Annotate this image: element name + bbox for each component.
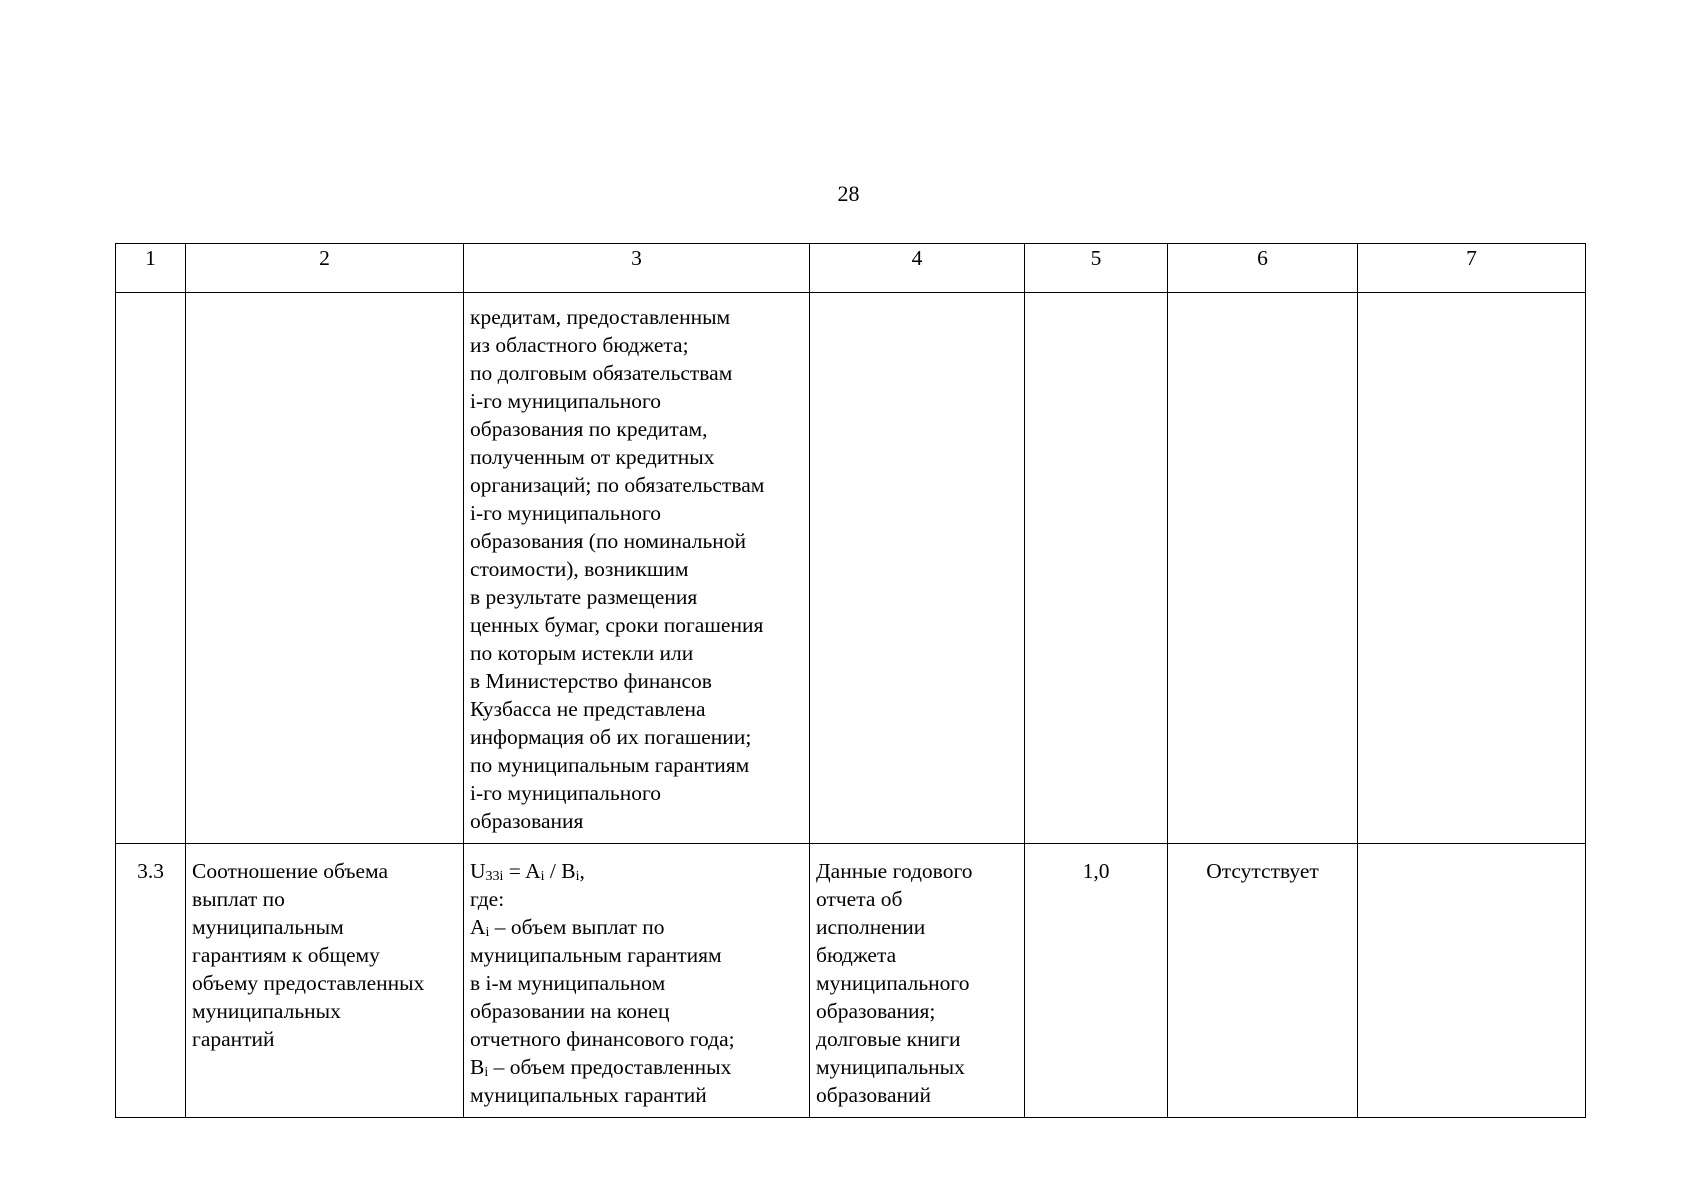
name-line: гарантий [192,1027,275,1051]
cont-line: i-го муниципального [470,781,661,805]
source-line: муниципальных [816,1055,965,1079]
cont-line: i-го муниципального [470,501,661,525]
header-cell-5: 5 [1025,244,1168,293]
formula: $U_{33i} = A_i / B_i$, [470,859,585,884]
formula-cell [464,844,810,1118]
cont-line: в Министерство финансов [470,669,712,693]
header-cell-3: 3 [464,244,810,293]
header-cell-2: 2 [186,244,464,293]
formula-line: где: [470,887,505,911]
name-line: объему предоставленных [192,971,425,995]
header-cell-1: 1 [116,244,186,293]
cont-line: i-го муниципального [470,389,661,413]
cont-line: образования [470,809,584,833]
source-line: исполнении [816,915,926,939]
status-value: Отсутствует [1168,844,1358,1118]
source-line: отчета об [816,887,903,911]
cont-line: информация об их погашении; [470,725,752,749]
source-line: долговые книги [816,1027,961,1051]
name-line: выплат по [192,887,285,911]
b-definition: $B_i$ – объем предоставленных [470,1055,732,1080]
name-line: Соотношение объема [192,859,389,883]
a-definition: $A_i$ – объем выплат по [470,915,665,940]
formula-line: муниципальных гарантий [470,1083,707,1107]
cont-col5 [1025,293,1168,844]
cont-line: в результате размещения [470,585,698,609]
row-number: 3.3 [116,844,186,1118]
header-row [116,244,1586,293]
cont-line: полученным от кредитных [470,445,715,469]
formula-line: отчетного финансового года; [470,1027,735,1051]
indicators-table [115,243,1586,1118]
cont-line: образования (по номинальной [470,529,747,553]
data-source [810,844,1025,1118]
name-line: муниципальным [192,915,344,939]
formula-line: образовании на конец [470,999,670,1023]
name-line: муниципальных [192,999,341,1023]
cont-line: по которым истекли или [470,641,694,665]
cont-line: Кузбасса не представлена [470,697,706,721]
cont-line: из областного бюджета; [470,333,689,357]
cont-col6 [1168,293,1358,844]
source-line: бюджета [816,943,897,967]
header-cell-4: 4 [810,244,1025,293]
page-number: 28 [837,181,860,206]
header-cell-6: 6 [1168,244,1358,293]
weight-value: 1,0 [1025,844,1168,1118]
cont-col2 [186,293,464,844]
source-line: Данные годового [816,859,973,883]
cont-line: ценных бумаг, сроки погашения [470,613,764,637]
source-line: образований [816,1083,932,1107]
cont-line: кредитам, предоставленным [470,305,731,329]
name-line: гарантиям к общему [192,943,380,967]
cont-line: организаций; по обязательствам [470,473,765,497]
cont-line: по муниципальным гарантиям [470,753,750,777]
cont-col4 [810,293,1025,844]
cont-line: по долговым обязательствам [470,361,733,385]
col7-value [1358,844,1586,1118]
cont-col3 [464,293,810,844]
cont-line: образования по кредитам, [470,417,708,441]
source-line: муниципального [816,971,970,995]
header-cell-7: 7 [1358,244,1586,293]
formula-line: в i-м муниципальном [470,971,666,995]
cont-col7 [1358,293,1586,844]
continuation-row [116,293,1586,844]
source-line: образования; [816,999,936,1023]
indicator-name [186,844,464,1118]
row-3-3 [116,844,1586,1118]
cont-col1 [116,293,186,844]
formula-line: муниципальным гарантиям [470,943,722,967]
cont-line: стоимости), возникшим [470,557,689,581]
